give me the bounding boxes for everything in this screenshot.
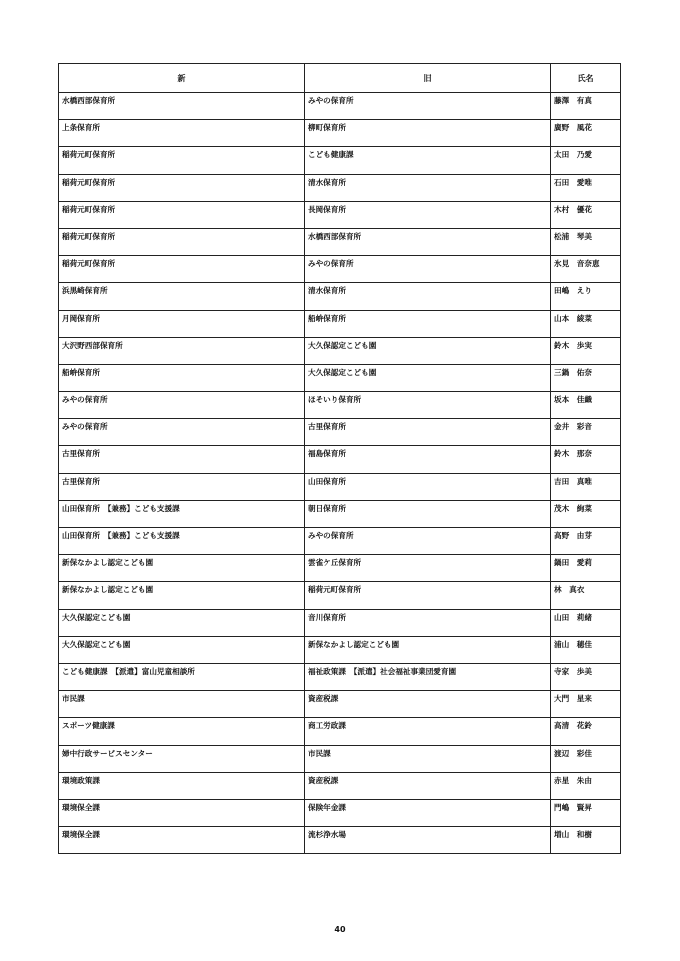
cell-new: 稲荷元町保育所 bbox=[59, 174, 305, 201]
table-row bbox=[59, 772, 621, 799]
cell-old: ほそいり保育所 bbox=[305, 392, 551, 419]
table-row bbox=[59, 827, 621, 854]
table-row bbox=[59, 745, 621, 772]
table-row bbox=[59, 337, 621, 364]
cell-name: 門嶋 賢昇 bbox=[551, 799, 621, 826]
cell-new: 新保なかよし認定こども園 bbox=[59, 555, 305, 582]
cell-name: 松浦 琴美 bbox=[551, 228, 621, 255]
page-number: 40 bbox=[334, 925, 346, 934]
cell-new: 稲荷元町保育所 bbox=[59, 147, 305, 174]
table-row bbox=[59, 392, 621, 419]
cell-old: みやの保育所 bbox=[305, 93, 551, 120]
cell-old: みやの保育所 bbox=[305, 528, 551, 555]
cell-new: 船峅保育所 bbox=[59, 364, 305, 391]
cell-old: 柳町保育所 bbox=[305, 120, 551, 147]
table-row bbox=[59, 528, 621, 555]
cell-old: 清水保育所 bbox=[305, 174, 551, 201]
cell-new: 浜黒崎保育所 bbox=[59, 283, 305, 310]
cell-name: 大門 星来 bbox=[551, 691, 621, 718]
table-row bbox=[59, 310, 621, 337]
cell-name: 赤星 朱由 bbox=[551, 772, 621, 799]
cell-new: 大久保認定こども園 bbox=[59, 636, 305, 663]
cell-old: 朝日保育所 bbox=[305, 500, 551, 527]
cell-name: 石田 愛唯 bbox=[551, 174, 621, 201]
cell-name: 渡辺 彩佳 bbox=[551, 745, 621, 772]
table-row bbox=[59, 636, 621, 663]
cell-name: 太田 乃愛 bbox=[551, 147, 621, 174]
header-new: 新 bbox=[59, 64, 305, 93]
cell-name: 廣野 風花 bbox=[551, 120, 621, 147]
table-row bbox=[59, 256, 621, 283]
cell-name: 寺家 歩美 bbox=[551, 663, 621, 690]
cell-name: 山田 莉緒 bbox=[551, 609, 621, 636]
cell-old: 新保なかよし認定こども園 bbox=[305, 636, 551, 663]
table-row bbox=[59, 419, 621, 446]
cell-old: 長岡保育所 bbox=[305, 201, 551, 228]
cell-name: 三鍋 佑奈 bbox=[551, 364, 621, 391]
cell-new: 環境保全課 bbox=[59, 799, 305, 826]
header-old: 旧 bbox=[305, 64, 551, 93]
cell-old: 福祉政策課 【派遣】社会福祉事業団愛育園 bbox=[305, 663, 551, 690]
table-row bbox=[59, 500, 621, 527]
cell-new: 市民課 bbox=[59, 691, 305, 718]
cell-old: 保険年金課 bbox=[305, 799, 551, 826]
cell-name: 氷見 音奈恵 bbox=[551, 256, 621, 283]
cell-old: 商工労政課 bbox=[305, 718, 551, 745]
cell-name: 金井 彩音 bbox=[551, 419, 621, 446]
table-header-row bbox=[59, 64, 621, 93]
table-row bbox=[59, 283, 621, 310]
table-row bbox=[59, 120, 621, 147]
cell-new: 稲荷元町保育所 bbox=[59, 228, 305, 255]
cell-new: 稲荷元町保育所 bbox=[59, 201, 305, 228]
table-row bbox=[59, 446, 621, 473]
cell-old: 福島保育所 bbox=[305, 446, 551, 473]
header-name: 氏名 bbox=[551, 64, 621, 93]
cell-name: 山本 綾菜 bbox=[551, 310, 621, 337]
cell-name: 吉田 真唯 bbox=[551, 473, 621, 500]
cell-new: 月岡保育所 bbox=[59, 310, 305, 337]
table-row bbox=[59, 364, 621, 391]
table-row bbox=[59, 147, 621, 174]
cell-new: 稲荷元町保育所 bbox=[59, 256, 305, 283]
cell-name: 鈴木 那奈 bbox=[551, 446, 621, 473]
table-row bbox=[59, 174, 621, 201]
table-row bbox=[59, 555, 621, 582]
cell-new: 環境政策課 bbox=[59, 772, 305, 799]
table-row bbox=[59, 663, 621, 690]
cell-old: 大久保認定こども園 bbox=[305, 337, 551, 364]
table-row bbox=[59, 582, 621, 609]
cell-old: 水橋西部保育所 bbox=[305, 228, 551, 255]
cell-name: 林 真衣 bbox=[551, 582, 621, 609]
cell-name: 木村 優花 bbox=[551, 201, 621, 228]
cell-name: 茂木 絢菜 bbox=[551, 500, 621, 527]
cell-new: みやの保育所 bbox=[59, 392, 305, 419]
cell-new: 環境保全課 bbox=[59, 827, 305, 854]
cell-new: 古里保育所 bbox=[59, 446, 305, 473]
cell-old: 流杉浄水場 bbox=[305, 827, 551, 854]
cell-name: 田嶋 えり bbox=[551, 283, 621, 310]
cell-new: 婦中行政サービスセンター bbox=[59, 745, 305, 772]
cell-old: 稲荷元町保育所 bbox=[305, 582, 551, 609]
table-row bbox=[59, 228, 621, 255]
table-row bbox=[59, 691, 621, 718]
cell-new: こども健康課 【派遣】富山児童相談所 bbox=[59, 663, 305, 690]
cell-new: 大久保認定こども園 bbox=[59, 609, 305, 636]
cell-old: 雲雀ケ丘保育所 bbox=[305, 555, 551, 582]
table-row bbox=[59, 799, 621, 826]
cell-old: 資産税課 bbox=[305, 691, 551, 718]
cell-old: 大久保認定こども園 bbox=[305, 364, 551, 391]
cell-old: 古里保育所 bbox=[305, 419, 551, 446]
cell-old: こども健康課 bbox=[305, 147, 551, 174]
cell-name: 浦山 穂佳 bbox=[551, 636, 621, 663]
cell-new: 上条保育所 bbox=[59, 120, 305, 147]
table-body bbox=[59, 93, 621, 854]
cell-name: 鍋田 愛莉 bbox=[551, 555, 621, 582]
cell-new: スポーツ健康課 bbox=[59, 718, 305, 745]
cell-new: 新保なかよし認定こども園 bbox=[59, 582, 305, 609]
cell-name: 高野 由芽 bbox=[551, 528, 621, 555]
cell-name: 鈴木 歩実 bbox=[551, 337, 621, 364]
cell-new: 古里保育所 bbox=[59, 473, 305, 500]
cell-old: 清水保育所 bbox=[305, 283, 551, 310]
cell-old: 山田保育所 bbox=[305, 473, 551, 500]
cell-old: 市民課 bbox=[305, 745, 551, 772]
cell-new: 大沢野西部保育所 bbox=[59, 337, 305, 364]
cell-new: 山田保育所 【兼務】こども支援課 bbox=[59, 528, 305, 555]
cell-old: みやの保育所 bbox=[305, 256, 551, 283]
cell-new: みやの保育所 bbox=[59, 419, 305, 446]
personnel-transfer-table bbox=[58, 63, 621, 854]
cell-new: 水橋西部保育所 bbox=[59, 93, 305, 120]
table-row bbox=[59, 718, 621, 745]
cell-name: 坂本 佳織 bbox=[551, 392, 621, 419]
table-row bbox=[59, 93, 621, 120]
table-row bbox=[59, 201, 621, 228]
cell-name: 高清 花鈴 bbox=[551, 718, 621, 745]
cell-new: 山田保育所 【兼務】こども支援課 bbox=[59, 500, 305, 527]
cell-old: 音川保育所 bbox=[305, 609, 551, 636]
cell-name: 増山 和樹 bbox=[551, 827, 621, 854]
cell-old: 船峅保育所 bbox=[305, 310, 551, 337]
cell-old: 資産税課 bbox=[305, 772, 551, 799]
table-row bbox=[59, 473, 621, 500]
cell-name: 藤澤 有真 bbox=[551, 93, 621, 120]
table-row bbox=[59, 609, 621, 636]
personnel-table-container bbox=[58, 63, 620, 854]
